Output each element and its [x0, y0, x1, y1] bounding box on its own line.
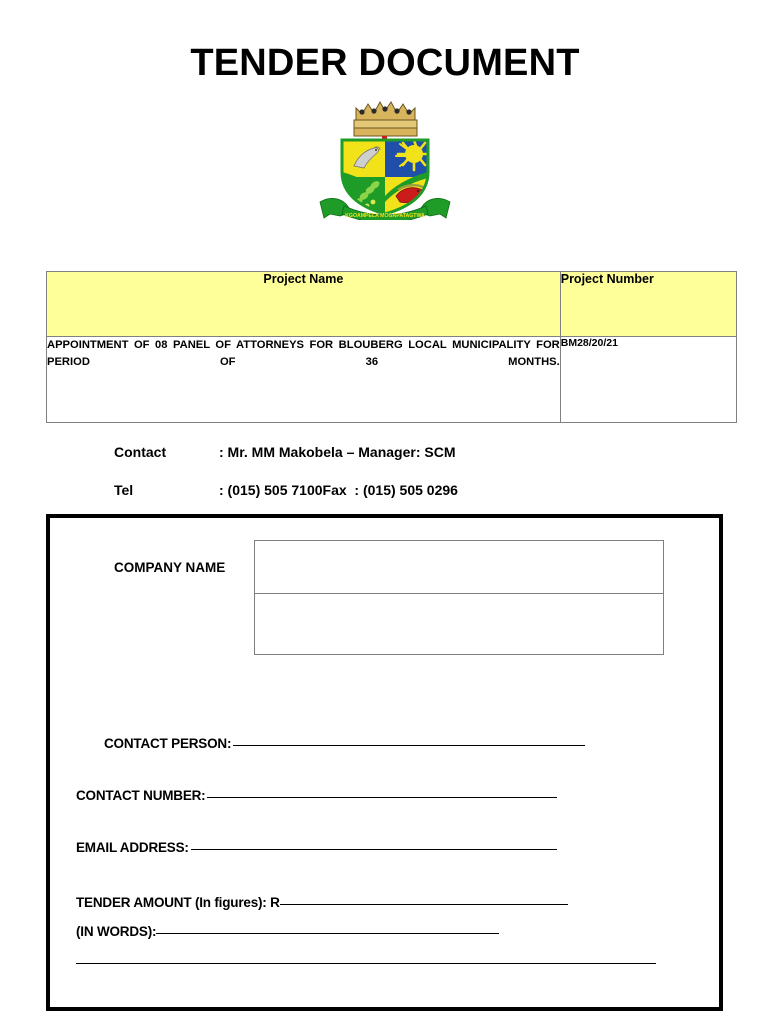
crown-icon	[354, 102, 417, 142]
tender-amount-words-label: (IN WORDS):	[76, 924, 157, 939]
email-address-input[interactable]	[191, 849, 557, 850]
contact-details	[114, 444, 674, 520]
municipality-coat-of-arms-icon	[312, 92, 458, 220]
tender-amount-words-continued-field[interactable]	[76, 954, 656, 969]
table-header-row	[47, 272, 737, 337]
tel-value: : (015) 505 7100Fax : (015) 505 0296	[219, 482, 458, 498]
project-name-text: APPOINTMENT OF 08 PANEL OF ATTORNEYS FOR BLOUBERG LOCAL MUNICIPALITY FOR PERIOD OF 36 MONTHS.	[47, 339, 560, 369]
tender-submission-form	[46, 514, 723, 1011]
contact-person-input[interactable]	[233, 745, 585, 746]
company-name-row	[114, 540, 714, 655]
tender-amount-figures-field[interactable]	[76, 895, 568, 910]
tender-amount-words-input[interactable]	[156, 933, 499, 934]
svg-text:KGOAMPELA MOGAPATAGTWA: KGOAMPELA MOGAPATAGTWA	[345, 213, 425, 219]
company-name-input-group[interactable]	[254, 540, 664, 655]
contact-number-input[interactable]	[207, 797, 557, 798]
contact-value: : Mr. MM Makobela – Manager: SCM	[219, 444, 456, 460]
contact-label: Contact	[114, 444, 167, 460]
tender-amount-words-field[interactable]	[76, 924, 499, 939]
contact-person-label: CONTACT PERSON:	[104, 736, 232, 751]
tender-amount-figures-input[interactable]	[280, 904, 568, 905]
cell-project-number: BM28/20/21	[560, 337, 736, 423]
table-row	[47, 337, 737, 423]
company-name-input-line-2[interactable]	[255, 594, 663, 654]
tender-amount-figures-label: TENDER AMOUNT (In figures): R	[76, 895, 280, 910]
email-address-field[interactable]	[76, 840, 557, 855]
shield-icon	[342, 140, 430, 217]
contact-row-person	[114, 444, 674, 460]
company-name-input-line-1[interactable]	[255, 541, 663, 594]
contact-person-field[interactable]	[104, 736, 585, 751]
project-info-table	[46, 271, 737, 423]
contact-row-tel	[114, 482, 674, 498]
column-header-project-name: Project Name	[47, 272, 561, 337]
tel-label: Tel	[114, 482, 134, 498]
contact-number-field[interactable]	[76, 788, 557, 803]
company-name-label: COMPANY NAME	[114, 560, 226, 575]
email-address-label: EMAIL ADDRESS:	[76, 840, 189, 855]
tender-amount-words-continued-input[interactable]	[76, 963, 656, 964]
cell-project-name	[47, 337, 561, 423]
page-title: TENDER DOCUMENT	[190, 42, 580, 84]
contact-number-label: CONTACT NUMBER:	[76, 788, 206, 803]
column-header-project-number: Project Number	[560, 272, 736, 337]
